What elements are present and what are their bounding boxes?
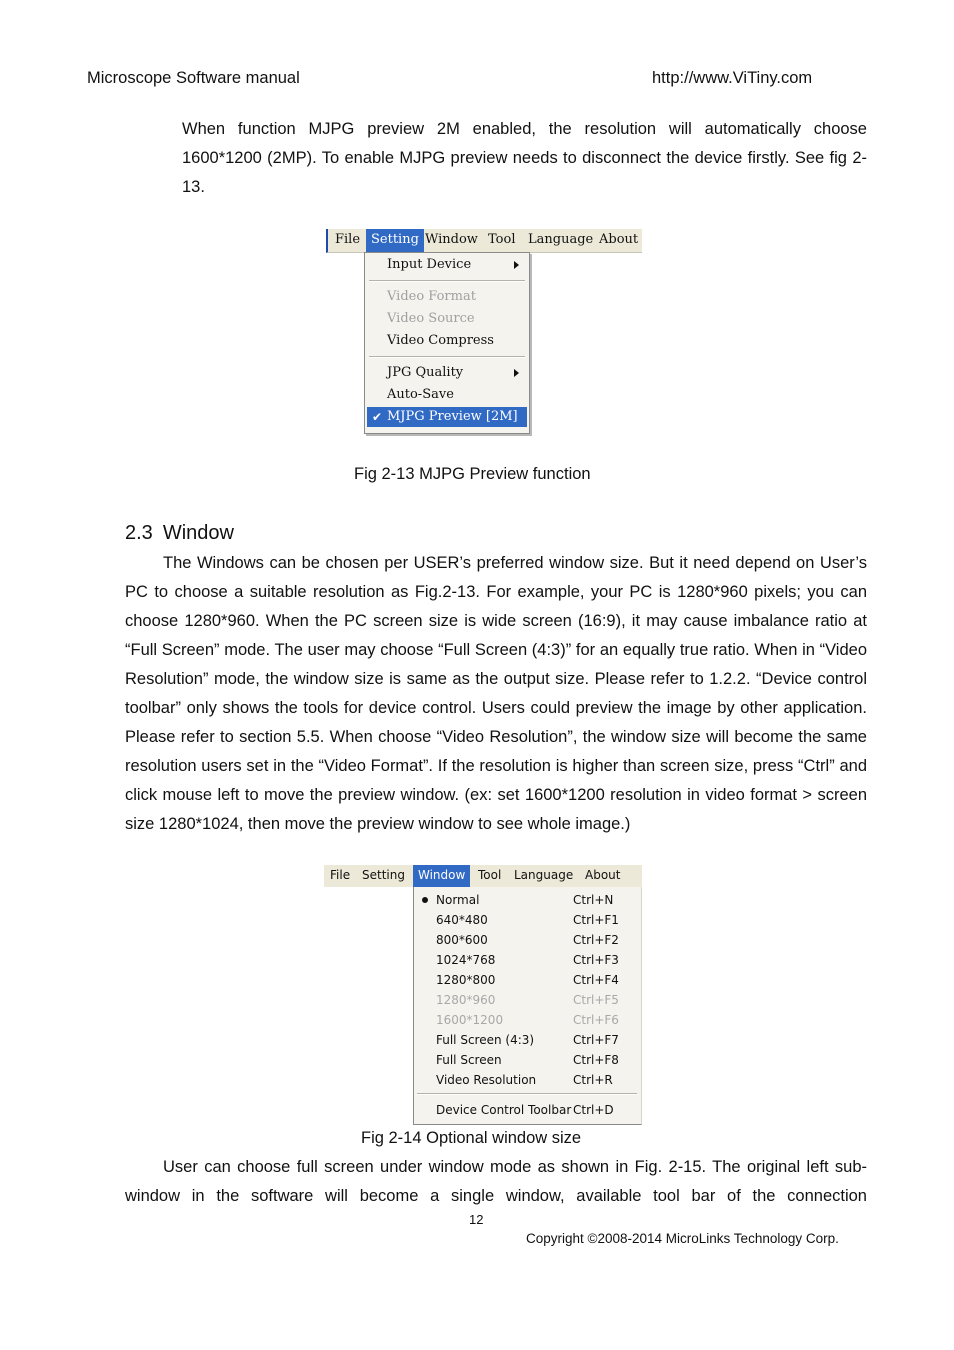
header-title: Microscope Software manual [87, 69, 300, 87]
menu-item-label: Auto-Save [387, 387, 454, 402]
menu-item-label: MJPG Preview [2M] [387, 409, 518, 424]
menu-file[interactable]: File [330, 868, 351, 882]
menu-window[interactable]: Window [425, 232, 478, 247]
window-paragraph: The Windows can be chosen per USER’s preferred window size. But it need depend on User’s PC to choose a suitable resolution as Fig.2-13. For example, your PC is 1280*960 pixels; you can choose 1280*960. When the PC screen size is wide screen (16:9), it may cause imbalance ratio at “Full Screen” mode. The user may choose “Full Screen (4:3)” for an equally true ratio. When in “Video Resolution” mode, the window size is same as the output size. Please refer to 1.2.2. “Device control toolbar” only shows the tools for device control. Users could preview the image by other application. Please refer to section 5.5. When choose “Video Resolution”, the window size will become the same resolution users set in the “Video Format”. If the resolution is higher than screen size, press “Ctrl” and click mouse left to move the preview window. (ex: set 1600*1200 resolution in video format > screen size 1280*1024, then move the preview window to see whole image.) [125, 554, 867, 833]
menu-item-label: JPG Quality [387, 365, 464, 380]
header-url: http://www.ViTiny.com [652, 69, 813, 87]
menu-tool[interactable]: Tool [488, 232, 516, 247]
menu-item-shortcut: Ctrl+F1 [573, 913, 619, 927]
menu-item-label: 1280*960 [436, 993, 496, 1007]
menu-item-label: Input Device [387, 257, 472, 272]
menu-item-shortcut: Ctrl+F2 [573, 933, 619, 947]
window-menu-item[interactable] [414, 1030, 641, 1050]
menu-item-shortcut: Ctrl+F4 [573, 973, 619, 987]
intro-paragraph: When function MJPG preview 2M enabled, the resolution will automatically choose 1600*1200 (2MP). To enable MJPG preview needs to disconnect the device firstly. See fig 2-13. [182, 120, 867, 196]
menu-item-shortcut: Ctrl+D [573, 1103, 614, 1117]
menu-item-label: Full Screen [436, 1053, 502, 1067]
setting-dropdown [364, 252, 530, 434]
menu-item-shortcut: Ctrl+F8 [573, 1053, 619, 1067]
radio-bullet-icon [422, 897, 428, 903]
window-menu-item [414, 990, 641, 1010]
menu-window[interactable]: Window [413, 865, 470, 887]
menu-separator [417, 1093, 637, 1095]
menu-item-label: 640*480 [436, 913, 488, 927]
section-heading [125, 522, 234, 545]
menu-item-label: 1280*800 [436, 973, 496, 987]
menu-item-shortcut: Ctrl+F6 [573, 1013, 619, 1027]
menu-item-auto-save[interactable] [367, 385, 527, 405]
section-title: Window [162, 522, 234, 544]
window-dropdown [413, 887, 642, 1125]
window-menu-item[interactable] [414, 950, 641, 970]
menu-bar [324, 865, 642, 887]
window-menu-item[interactable] [414, 1070, 641, 1090]
menu-item-jpg-quality[interactable] [367, 363, 527, 383]
menu-setting[interactable]: Setting [366, 229, 424, 252]
figure-setting-menu [326, 229, 640, 435]
menu-item-shortcut: Ctrl+R [573, 1073, 613, 1087]
menu-item-video-source [367, 309, 527, 329]
menu-about[interactable]: About [585, 868, 621, 882]
menu-bar [326, 229, 642, 253]
menu-item-video-format [367, 287, 527, 307]
menu-item-label: Video Format [387, 289, 476, 304]
window-menu-item[interactable] [414, 890, 641, 910]
window-menu-item[interactable] [414, 970, 641, 990]
page-number: 12 [469, 1212, 484, 1227]
submenu-arrow-icon [514, 261, 519, 269]
menu-item-label: Full Screen (4:3) [436, 1033, 535, 1047]
section-number: 2.3 [125, 522, 153, 544]
menu-item-input-device[interactable] [367, 255, 527, 275]
menu-language[interactable]: Language [514, 868, 574, 882]
figure-caption: Fig 2-13 MJPG Preview function [354, 465, 591, 483]
menu-item-label: 1024*768 [436, 953, 496, 967]
copyright-notice: Copyright ©2008-2014 MicroLinks Technology Corp. [526, 1231, 839, 1246]
menu-item-shortcut: Ctrl+F5 [573, 993, 619, 1007]
menu-about[interactable]: About [599, 232, 639, 247]
window-menu-item[interactable] [414, 1100, 641, 1120]
closing-paragraph: User can choose full screen under window mode as shown in Fig. 2-15. The original left sub-window in the software will become a single window, available tool bar of the connection [125, 1158, 867, 1205]
submenu-arrow-icon [514, 369, 519, 377]
menu-language[interactable]: Language [528, 232, 594, 247]
menu-item-video-compress[interactable] [367, 331, 527, 351]
menu-item-label: 800*600 [436, 933, 488, 947]
figure-window-menu [324, 865, 642, 1127]
menu-separator [369, 356, 525, 358]
figure-caption: Fig 2-14 Optional window size [361, 1129, 582, 1147]
menu-file[interactable]: File [335, 232, 361, 247]
menu-item-shortcut: Ctrl+F3 [573, 953, 619, 967]
menu-item-label: Video Resolution [436, 1073, 537, 1087]
menu-item-label: Video Source [387, 311, 475, 326]
menu-item-label: Device Control Toolbar [436, 1103, 572, 1117]
menu-item-shortcut: Ctrl+N [573, 893, 614, 907]
menu-item-label: 1600*1200 [436, 1013, 504, 1027]
menu-item-mjpg-preview[interactable] [367, 407, 527, 427]
window-menu-item [414, 1010, 641, 1030]
menu-item-label: Video Compress [387, 333, 494, 348]
window-menu-item[interactable] [414, 1050, 641, 1070]
window-menu-item[interactable] [414, 930, 641, 950]
menu-item-shortcut: Ctrl+F7 [573, 1033, 619, 1047]
menu-separator [369, 280, 525, 282]
menu-item-label: Normal [436, 893, 480, 907]
menu-setting[interactable]: Setting [362, 868, 405, 882]
checkmark-icon: ✔ [372, 410, 383, 424]
menu-tool[interactable]: Tool [478, 868, 502, 882]
window-menu-item[interactable] [414, 910, 641, 930]
